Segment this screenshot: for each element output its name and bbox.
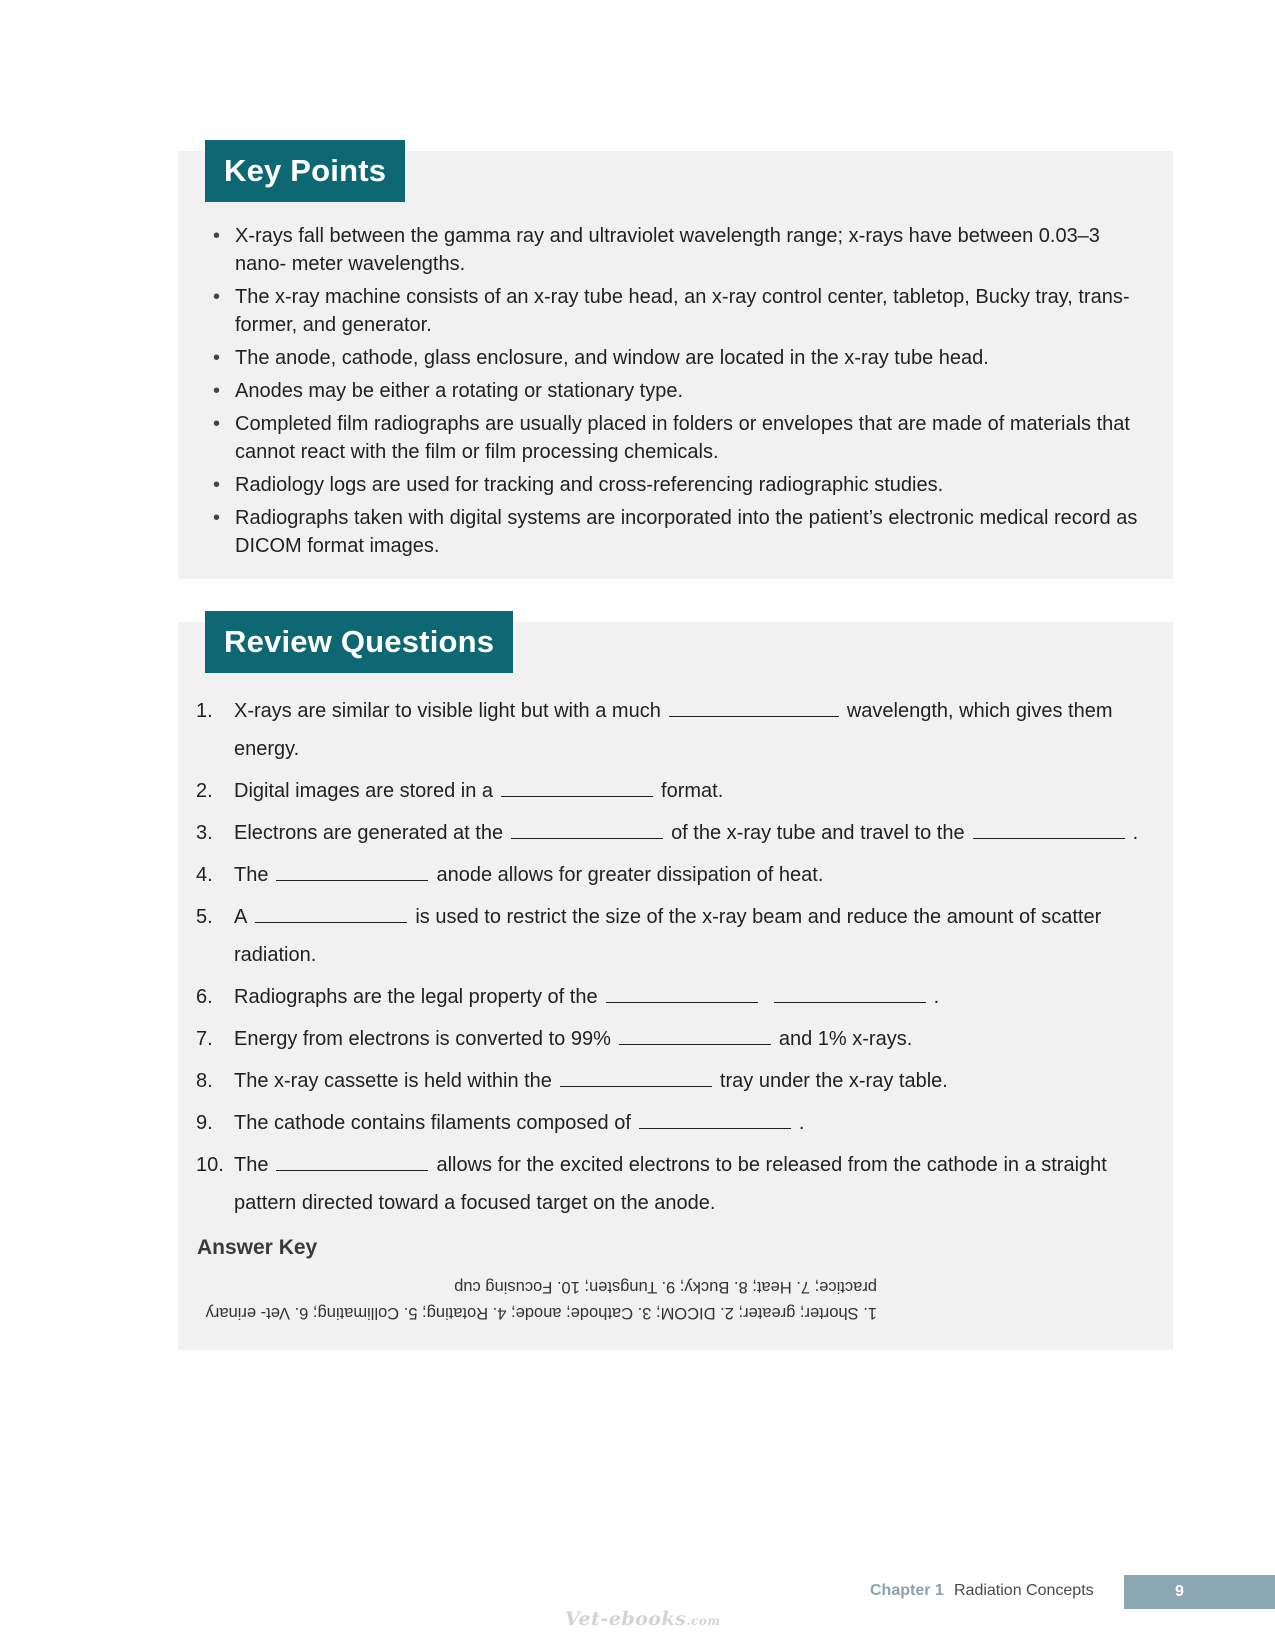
question-text: . [933,986,940,1008]
question-number: 2. [196,780,213,802]
key-point-item: • X-rays fall between the gamma ray and ultraviolet wavelength range; x-rays have between 0.03–3 nano- meter wavelengths. [213,222,1153,278]
answer-key-text: 1. Shorter; greater; 2. DICOM; 3. Cathode; anode; 4. Rotating; 5. Collimating; 6. Vet- erinary practice; 7. Heat; 8. Bucky; 9. Tungsten; 10. Focusing cup [205,1278,877,1322]
answer-blank [774,982,926,1003]
key-point-item: • Radiographs taken with digital systems are incorporated into the patient’s electronic medical record as DICOM format images. [213,504,1153,560]
key-point-item: • Anodes may be either a rotating or stationary type. [213,377,1153,405]
answer-blank [619,1024,771,1045]
question-item [196,1020,1158,1058]
question-text: allows for the excited electrons to be released from the cathode in a straight pattern directed toward a focused target on the anode. [234,1154,1107,1214]
question-item [196,692,1158,768]
question-number: 6. [196,986,213,1008]
key-point-item: • The anode, cathode, glass enclosure, and window are located in the x-ray tube head. [213,344,1153,372]
question-text: Digital images are stored in a [234,780,494,802]
key-points-list [213,222,1153,565]
question-item [196,1062,1158,1100]
question-text: anode allows for greater dissipation of heat. [436,864,824,886]
review-questions-list [196,692,1158,1226]
answer-blank [255,902,407,923]
answer-blank [639,1108,791,1129]
question-item [196,856,1158,894]
question-number: 7. [196,1028,213,1050]
question-text: Radiographs are the legal property of the [234,986,598,1008]
question-number: 10. [196,1154,224,1176]
question-text: . [1132,822,1139,844]
answer-blank [511,818,663,839]
question-text: Energy from electrons is converted to 99% [234,1028,611,1050]
question-number: 1. [196,700,213,722]
question-text: format. [661,780,724,802]
key-points-heading: Key Points [205,140,405,202]
review-questions-heading: Review Questions [205,611,513,673]
question-item [196,1146,1158,1222]
question-number: 9. [196,1112,213,1134]
question-item [196,814,1158,852]
question-item [196,772,1158,810]
question-text: The x-ray cassette is held within the [234,1070,552,1092]
question-text: Electrons are generated at the [234,822,504,844]
question-number: 5. [196,906,213,928]
key-point-item: • Completed film radiographs are usually placed in folders or envelopes that are made of materials that cannot react with the film or film processing chemicals. [213,410,1153,466]
watermark-logo [565,1608,721,1630]
question-text: X-rays are similar to visible light but with a much [234,700,661,722]
answer-blank [276,1150,428,1171]
question-text: of the x-ray tube and travel to the [671,822,965,844]
question-text: A [234,906,248,928]
question-text: wavelength, which gives them energy. [234,700,1113,760]
question-item [196,978,1158,1016]
question-number: 4. [196,864,213,886]
question-number: 8. [196,1070,213,1092]
page-number: 9 [1124,1575,1275,1609]
question-text: . [798,1112,805,1134]
answer-blank [606,982,758,1003]
question-item [196,898,1158,974]
question-text: The [234,1154,269,1176]
answer-blank [669,696,839,717]
watermark-suffix: .com [686,1614,721,1628]
footer-chapter-title: Radiation Concepts [954,1582,1094,1599]
question-text: and 1% x-rays. [778,1028,913,1050]
watermark-text: Vet-ebooks [565,1608,687,1630]
answer-key-title: Answer Key [197,1236,318,1259]
answer-blank [501,776,653,797]
question-text: is used to restrict the size of the x-ray beam and reduce the amount of scatter radiation. [234,906,1102,966]
answer-blank [560,1066,712,1087]
answer-blank [973,818,1125,839]
question-number: 3. [196,822,213,844]
key-point-item: • Radiology logs are used for tracking and cross-referencing radiographic studies. [213,471,1153,499]
question-item [196,1104,1158,1142]
footer-chapter-label: Chapter 1 [870,1582,944,1599]
key-point-item: • The x-ray machine consists of an x-ray tube head, an x-ray control center, tabletop, Bucky tray, trans- former, and generator. [213,283,1153,339]
question-text: The cathode contains filaments composed of [234,1112,631,1134]
question-text: tray under the x-ray table. [719,1070,948,1092]
answer-blank [276,860,428,881]
question-text: The [234,864,269,886]
